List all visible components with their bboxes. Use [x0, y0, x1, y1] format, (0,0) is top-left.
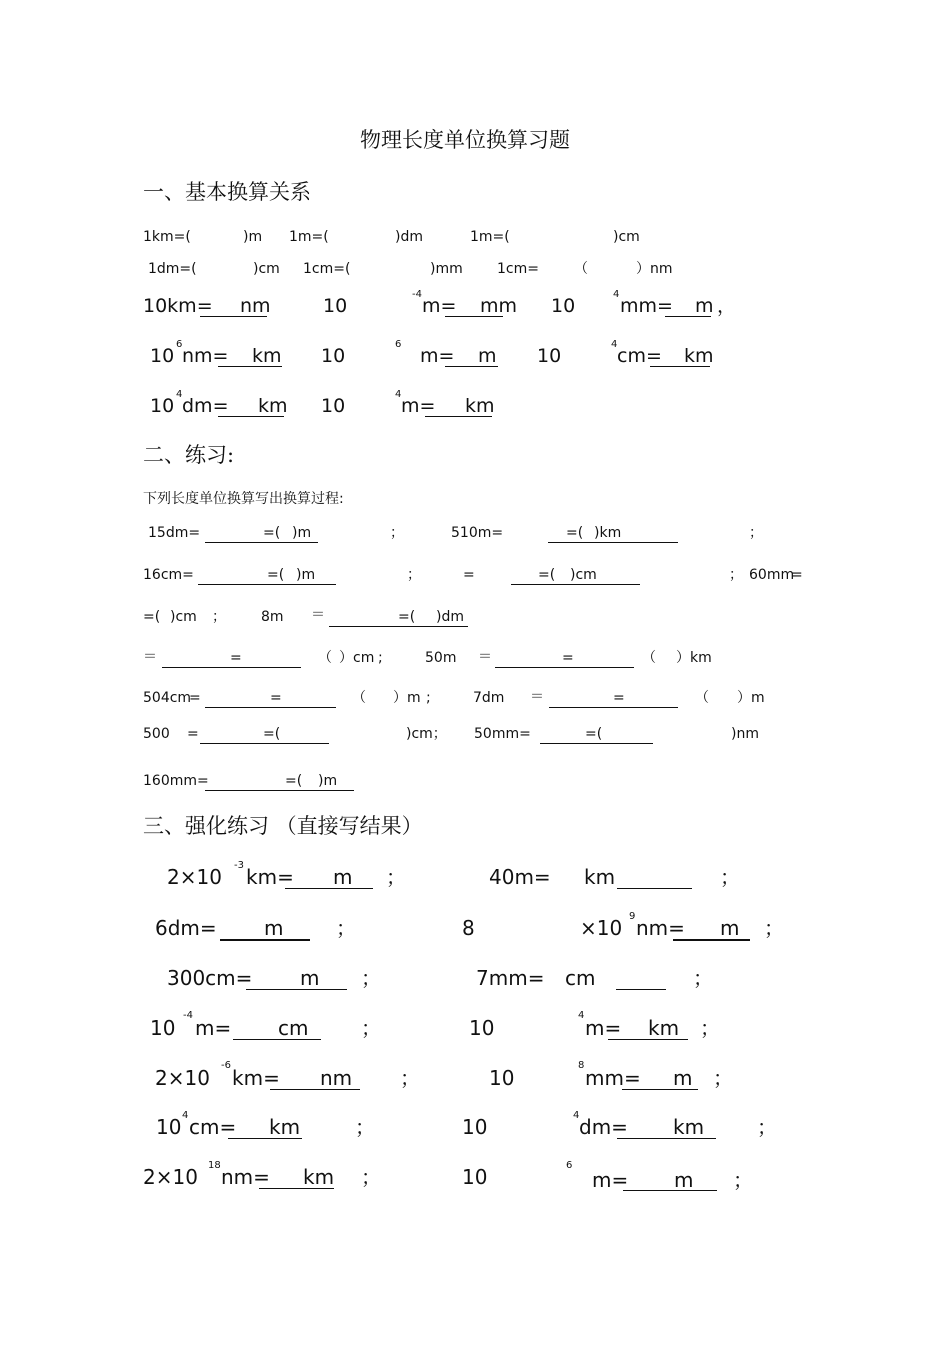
strong-text: ； — [720, 865, 740, 889]
exponent: -3 — [234, 860, 244, 871]
strong-text: 10 — [462, 1115, 488, 1139]
basic-text: km — [252, 345, 282, 367]
basic-text: km — [684, 345, 714, 367]
strong-text: ； — [693, 966, 713, 990]
practice-text: )m — [296, 567, 316, 583]
strong-text: 10 — [469, 1016, 495, 1040]
basic-text: 1km=( — [143, 229, 191, 245]
exponent: 4 — [395, 389, 402, 400]
strong-text: 8 — [462, 916, 475, 940]
answer-blank — [617, 888, 692, 889]
practice-text: 7dm — [473, 690, 505, 706]
practice-text: ）m — [393, 690, 421, 706]
answer-blank — [200, 743, 329, 744]
answer-blank — [329, 626, 468, 627]
practice-text: ； — [729, 567, 743, 583]
exponent: 4 — [176, 389, 183, 400]
basic-text: m — [695, 295, 714, 317]
practice-text: ＝ — [530, 689, 544, 705]
answer-blank — [616, 989, 666, 990]
practice-text: ； — [749, 525, 763, 541]
exponent: 6 — [395, 339, 402, 350]
practice-text: = — [562, 650, 574, 666]
practice-text: （ — [352, 690, 366, 706]
strong-text: m — [720, 916, 740, 940]
basic-text: mm — [480, 295, 518, 317]
strong-text: 2×10 — [143, 1165, 198, 1189]
practice-text: =( — [566, 525, 584, 541]
basic-text: 1cm=( — [303, 261, 351, 277]
practice-text: =( — [267, 567, 285, 583]
answer-blank — [205, 790, 354, 791]
answer-blank — [162, 667, 301, 668]
exponent: 9 — [629, 911, 636, 922]
strong-text: 10 — [462, 1165, 488, 1189]
practice-text: ＝ — [311, 607, 325, 623]
basic-text: ）nm — [636, 261, 673, 277]
strong-text: dm= — [579, 1115, 628, 1139]
practice-text: ）cm — [339, 650, 375, 666]
basic-text: 10 — [551, 295, 576, 317]
strong-text: 7mm= — [476, 966, 545, 990]
strong-text: ； — [361, 1165, 381, 1189]
strong-text: km — [303, 1165, 335, 1189]
answer-blank — [548, 542, 678, 543]
practice-text: )m — [292, 525, 312, 541]
exponent: 4 — [611, 339, 618, 350]
section-heading-3: 三、强化练习 （直接写结果） — [143, 814, 423, 838]
basic-text: 1cm= — [497, 261, 539, 277]
practice-text: 15dm= — [148, 525, 201, 541]
practice-text: ）km — [676, 650, 712, 666]
strong-text: ； — [355, 1115, 375, 1139]
page-title: 物理长度单位换算习题 — [360, 128, 570, 152]
answer-blank — [205, 542, 318, 543]
practice-text: ； — [390, 525, 404, 541]
basic-text: nm — [240, 295, 271, 317]
practice-text: = — [187, 726, 199, 742]
practice-text: = — [189, 690, 201, 706]
basic-text: nm= — [182, 345, 229, 367]
practice-text: ; — [426, 690, 431, 706]
basic-text: )dm — [395, 229, 423, 245]
practice-text: ＝ — [478, 649, 492, 665]
strong-text: 2×10 — [155, 1066, 210, 1090]
strong-text: km= — [232, 1066, 280, 1090]
exponent: 4 — [182, 1110, 189, 1121]
basic-text: 1m=( — [289, 229, 329, 245]
strong-text: 10 — [489, 1066, 515, 1090]
practice-text: ； — [212, 609, 226, 625]
basic-text: 10 — [150, 395, 175, 417]
practice-text: ＝ — [143, 649, 157, 665]
basic-text: 10 — [537, 345, 562, 367]
practice-text: = — [791, 567, 803, 583]
practice-text: = — [270, 690, 282, 706]
basic-text: 10 — [321, 395, 346, 417]
practice-text: （ — [695, 690, 709, 706]
basic-text: 10 — [150, 345, 175, 367]
strong-text: m — [300, 966, 320, 990]
section-heading-2: 二、练习: — [143, 443, 235, 467]
answer-blank — [511, 584, 640, 585]
basic-text: （ — [574, 261, 588, 277]
strong-text: ×10 — [580, 916, 623, 940]
strong-text: m — [264, 916, 284, 940]
exponent: 6 — [566, 1160, 573, 1171]
strong-text: cm= — [189, 1115, 237, 1139]
strong-text: 6dm= — [155, 916, 217, 940]
strong-text: m — [674, 1168, 694, 1192]
strong-text: ； — [764, 916, 784, 940]
answer-blank — [540, 743, 653, 744]
basic-text: ， — [717, 295, 737, 317]
strong-text: ； — [361, 966, 381, 990]
strong-text: ； — [700, 1016, 720, 1040]
strong-text: ； — [733, 1168, 753, 1192]
strong-text: ； — [361, 1016, 381, 1040]
strong-text: nm= — [221, 1165, 270, 1189]
strong-text: ； — [757, 1115, 777, 1139]
practice-text: ; — [378, 650, 383, 666]
practice-text: 510m= — [451, 525, 504, 541]
strong-text: km — [648, 1016, 680, 1040]
strong-text: ； — [336, 916, 356, 940]
answer-blank — [495, 667, 634, 668]
practice-text: 8m — [261, 609, 284, 625]
practice-text: 60mm — [749, 567, 795, 583]
strong-text: 10 — [150, 1016, 176, 1040]
practice-text: ； — [407, 567, 421, 583]
basic-text: m= — [420, 345, 455, 367]
strong-text: m= — [592, 1168, 629, 1192]
practice-text: )km — [594, 525, 622, 541]
basic-text: 10 — [321, 345, 346, 367]
strong-text: m= — [585, 1016, 622, 1040]
section-heading-1: 一、基本换算关系 — [143, 180, 311, 204]
basic-text: 1m=( — [470, 229, 510, 245]
basic-text: km — [258, 395, 288, 417]
strong-text: mm= — [585, 1066, 641, 1090]
answer-blank — [623, 1190, 717, 1191]
practice-text: =( — [263, 525, 281, 541]
strong-text: m — [333, 865, 353, 889]
strong-text: cm — [565, 966, 596, 990]
strong-text: 2×10 — [167, 865, 222, 889]
answer-blank — [246, 989, 347, 990]
exponent: 4 — [573, 1110, 580, 1121]
answer-blank — [198, 584, 336, 585]
exponent: -4 — [183, 1010, 193, 1021]
practice-text: =( — [263, 726, 281, 742]
strong-text: m= — [195, 1016, 232, 1040]
practice-text: 50m — [425, 650, 457, 666]
practice-text: =( — [398, 609, 416, 625]
basic-text: )mm — [430, 261, 463, 277]
exponent: 4 — [613, 289, 620, 300]
practice-text: =( — [143, 609, 161, 625]
strong-text: ； — [713, 1066, 733, 1090]
exponent: 6 — [176, 339, 183, 350]
basic-text: m — [478, 345, 497, 367]
practice-text: )dm — [436, 609, 464, 625]
practice-text: = — [463, 567, 475, 583]
practice-text: ）m — [737, 690, 765, 706]
practice-text: =( — [538, 567, 556, 583]
basic-text: )cm — [613, 229, 640, 245]
answer-blank — [549, 707, 678, 708]
basic-text: )cm — [253, 261, 280, 277]
practice-text: = — [613, 690, 625, 706]
strong-text: 10 — [156, 1115, 182, 1139]
strong-text: km — [584, 865, 616, 889]
practice-text: 500 — [143, 726, 170, 742]
answer-blank — [205, 707, 336, 708]
practice-text: 16cm= — [143, 567, 194, 583]
practice-intro: 下列长度单位换算写出换算过程: — [143, 491, 344, 507]
practice-text: = — [230, 650, 242, 666]
strong-text: m — [673, 1066, 693, 1090]
practice-text: )cm — [170, 609, 197, 625]
exponent: 18 — [208, 1160, 221, 1171]
exponent: 4 — [578, 1010, 585, 1021]
practice-text: )cm； — [406, 726, 447, 742]
strong-text: 300cm= — [167, 966, 253, 990]
practice-text: =( — [285, 773, 303, 789]
practice-text: 504cm — [143, 690, 192, 706]
practice-text: （ — [642, 650, 656, 666]
strong-text: 40m= — [489, 865, 551, 889]
practice-text: 160mm= — [143, 773, 209, 789]
strong-text: ； — [400, 1066, 420, 1090]
basic-text: 1dm=( — [148, 261, 197, 277]
strong-text: km — [673, 1115, 705, 1139]
practice-text: =( — [585, 726, 603, 742]
strong-text: km — [269, 1115, 301, 1139]
strong-text: nm= — [636, 916, 685, 940]
exponent: -6 — [221, 1060, 231, 1071]
basic-text: cm= — [617, 345, 662, 367]
basic-text: mm= — [620, 295, 673, 317]
practice-text: （ — [318, 650, 332, 666]
practice-text: )cm — [570, 567, 597, 583]
basic-text: )m — [243, 229, 263, 245]
strong-text: ； — [386, 865, 406, 889]
basic-text: 10km= — [143, 295, 213, 317]
exponent: -4 — [412, 289, 422, 300]
exponent: 8 — [578, 1060, 585, 1071]
answer-blank — [285, 888, 373, 889]
basic-text: m= — [401, 395, 436, 417]
strong-text: km= — [246, 865, 294, 889]
strong-text: nm — [320, 1066, 353, 1090]
strong-text: cm — [278, 1016, 309, 1040]
practice-text: 50mm= — [474, 726, 531, 742]
basic-text: dm= — [182, 395, 229, 417]
basic-text: km — [465, 395, 495, 417]
basic-text: 10 — [323, 295, 348, 317]
basic-text: m= — [422, 295, 457, 317]
practice-text: )m — [318, 773, 338, 789]
practice-text: )nm — [731, 726, 759, 742]
